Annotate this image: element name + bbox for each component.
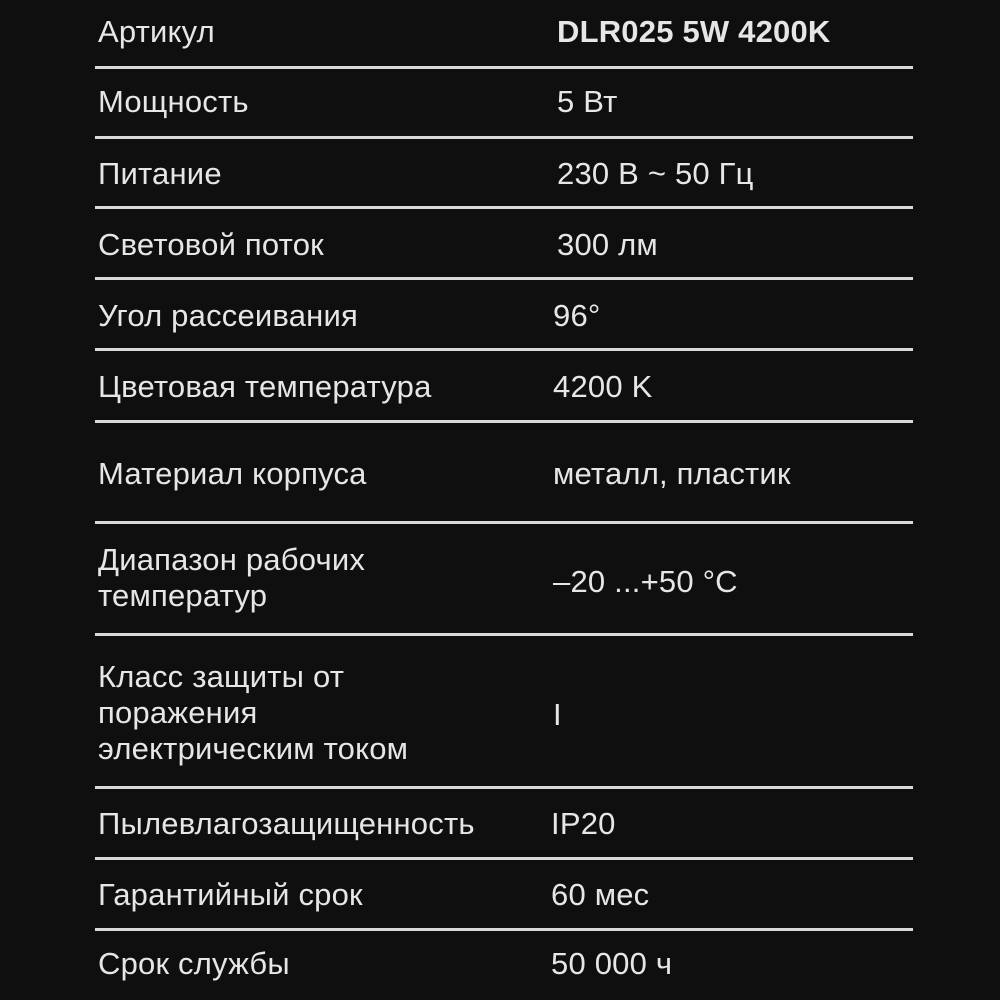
spec-value: 50 000 ч: [551, 946, 673, 981]
spec-label: Световой поток: [98, 227, 324, 262]
divider: [95, 206, 913, 209]
spec-value: DLR025 5W 4200K: [557, 14, 831, 49]
spec-value: 5 Вт: [557, 84, 618, 119]
spec-value: IP20: [551, 806, 616, 841]
spec-value: I: [553, 697, 562, 732]
divider: [95, 348, 913, 351]
spec-label: Гарантийный срок: [98, 877, 363, 912]
divider: [95, 928, 913, 931]
divider: [95, 521, 913, 524]
spec-value: 60 мес: [551, 877, 650, 912]
spec-label: Артикул: [98, 14, 215, 49]
spec-label: Пылевлагозащищенность: [98, 806, 475, 841]
spec-label: Питание: [98, 156, 222, 191]
divider: [95, 857, 913, 860]
spec-label: Материал корпуса: [98, 456, 367, 491]
spec-value: 300 лм: [557, 227, 658, 262]
spec-value: 230 В ~ 50 Гц: [557, 156, 754, 191]
divider: [95, 66, 913, 69]
spec-label: Срок службы: [98, 946, 290, 981]
divider: [95, 633, 913, 636]
spec-value: 96°: [553, 298, 601, 333]
spec-value: –20 ...+50 °C: [553, 564, 738, 599]
spec-value: 4200 K: [553, 369, 653, 404]
divider: [95, 786, 913, 789]
spec-label: Мощность: [98, 84, 249, 119]
spec-label: Цветовая температура: [98, 369, 432, 404]
divider: [95, 420, 913, 423]
spec-label: Диапазон рабочих температур: [98, 542, 366, 613]
spec-label: Класс защиты от поражения электрическим током: [98, 659, 409, 766]
spec-value: металл, пластик: [553, 456, 791, 491]
spec-label: Угол рассеивания: [98, 298, 359, 333]
divider: [95, 136, 913, 139]
divider: [95, 277, 913, 280]
